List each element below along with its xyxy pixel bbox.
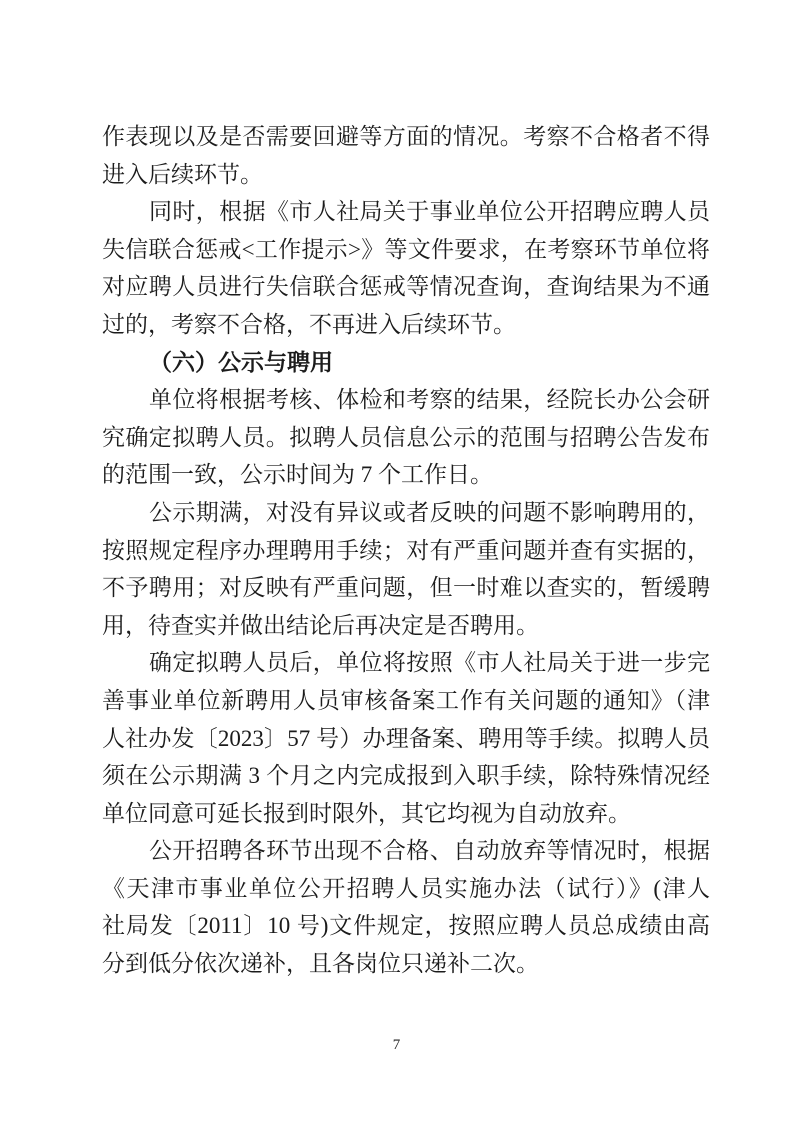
text-line: 究确定拟聘人员。拟聘人员信息公示的范围与招聘公告发布 <box>102 424 710 450</box>
text-line: 进入后续环节。 <box>102 161 263 187</box>
text-line: 过的，考察不合格，不再进入后续环节。 <box>102 311 516 337</box>
text-line: 单位同意可延长报到时限外，其它均视为自动放弃。 <box>102 800 631 826</box>
text-line: 对应聘人员进行失信联合惩戒等情况查询，查询结果为不通 <box>102 274 710 300</box>
text-line: 须在公示期满 3 个月之内完成报到入职手续，除特殊情况经 <box>102 763 710 789</box>
text-line: 公开招聘各环节出现不合格、自动放弃等情况时，根据 <box>149 838 710 864</box>
text-line: 按照规定程序办理聘用手续；对有严重问题并查有实据的， <box>102 537 710 563</box>
text-line: 《天津市事业单位公开招聘人员实施办法（试行）》(津人 <box>102 875 710 901</box>
text-line: 用，待查实并做出结论后再决定是否聘用。 <box>102 612 539 638</box>
document-body <box>102 118 710 983</box>
page-number: 7 <box>392 1037 401 1053</box>
text-line: 失信联合惩戒<工作提示>》等文件要求，在考察环节单位将 <box>102 236 710 262</box>
text-line: 作表现以及是否需要回避等方面的情况。考察不合格者不得 <box>102 124 710 149</box>
text-line: 社局发〔2011〕10 号)文件规定，按照应聘人员总成绩由高 <box>102 913 710 939</box>
text-line: 单位将根据考核、体检和考察的结果，经院长办公会研 <box>149 387 710 413</box>
text-line: 人社办发〔2023〕57 号）办理备案、聘用等手续。拟聘人员 <box>102 725 710 751</box>
text-line: 的范围一致，公示时间为 7 个工作日。 <box>102 462 493 488</box>
text-line: 不予聘用；对反映有严重问题，但一时难以查实的，暂缓聘 <box>102 575 710 601</box>
text-line: 确定拟聘人员后，单位将按照《市人社局关于进一步完 <box>149 650 710 676</box>
text-line: 分到低分依次递补，且各岗位只递补二次。 <box>102 951 539 977</box>
section-heading: （六）公示与聘用 <box>149 349 333 375</box>
text-line: 同时，根据《市人社局关于事业单位公开招聘应聘人员 <box>149 199 710 225</box>
text-line: 善事业单位新聘用人员审核备案工作有关问题的通知》（津 <box>102 687 710 713</box>
text-line: 公示期满，对没有异议或者反映的问题不影响聘用的， <box>149 499 710 525</box>
page-footer <box>0 1036 793 1054</box>
